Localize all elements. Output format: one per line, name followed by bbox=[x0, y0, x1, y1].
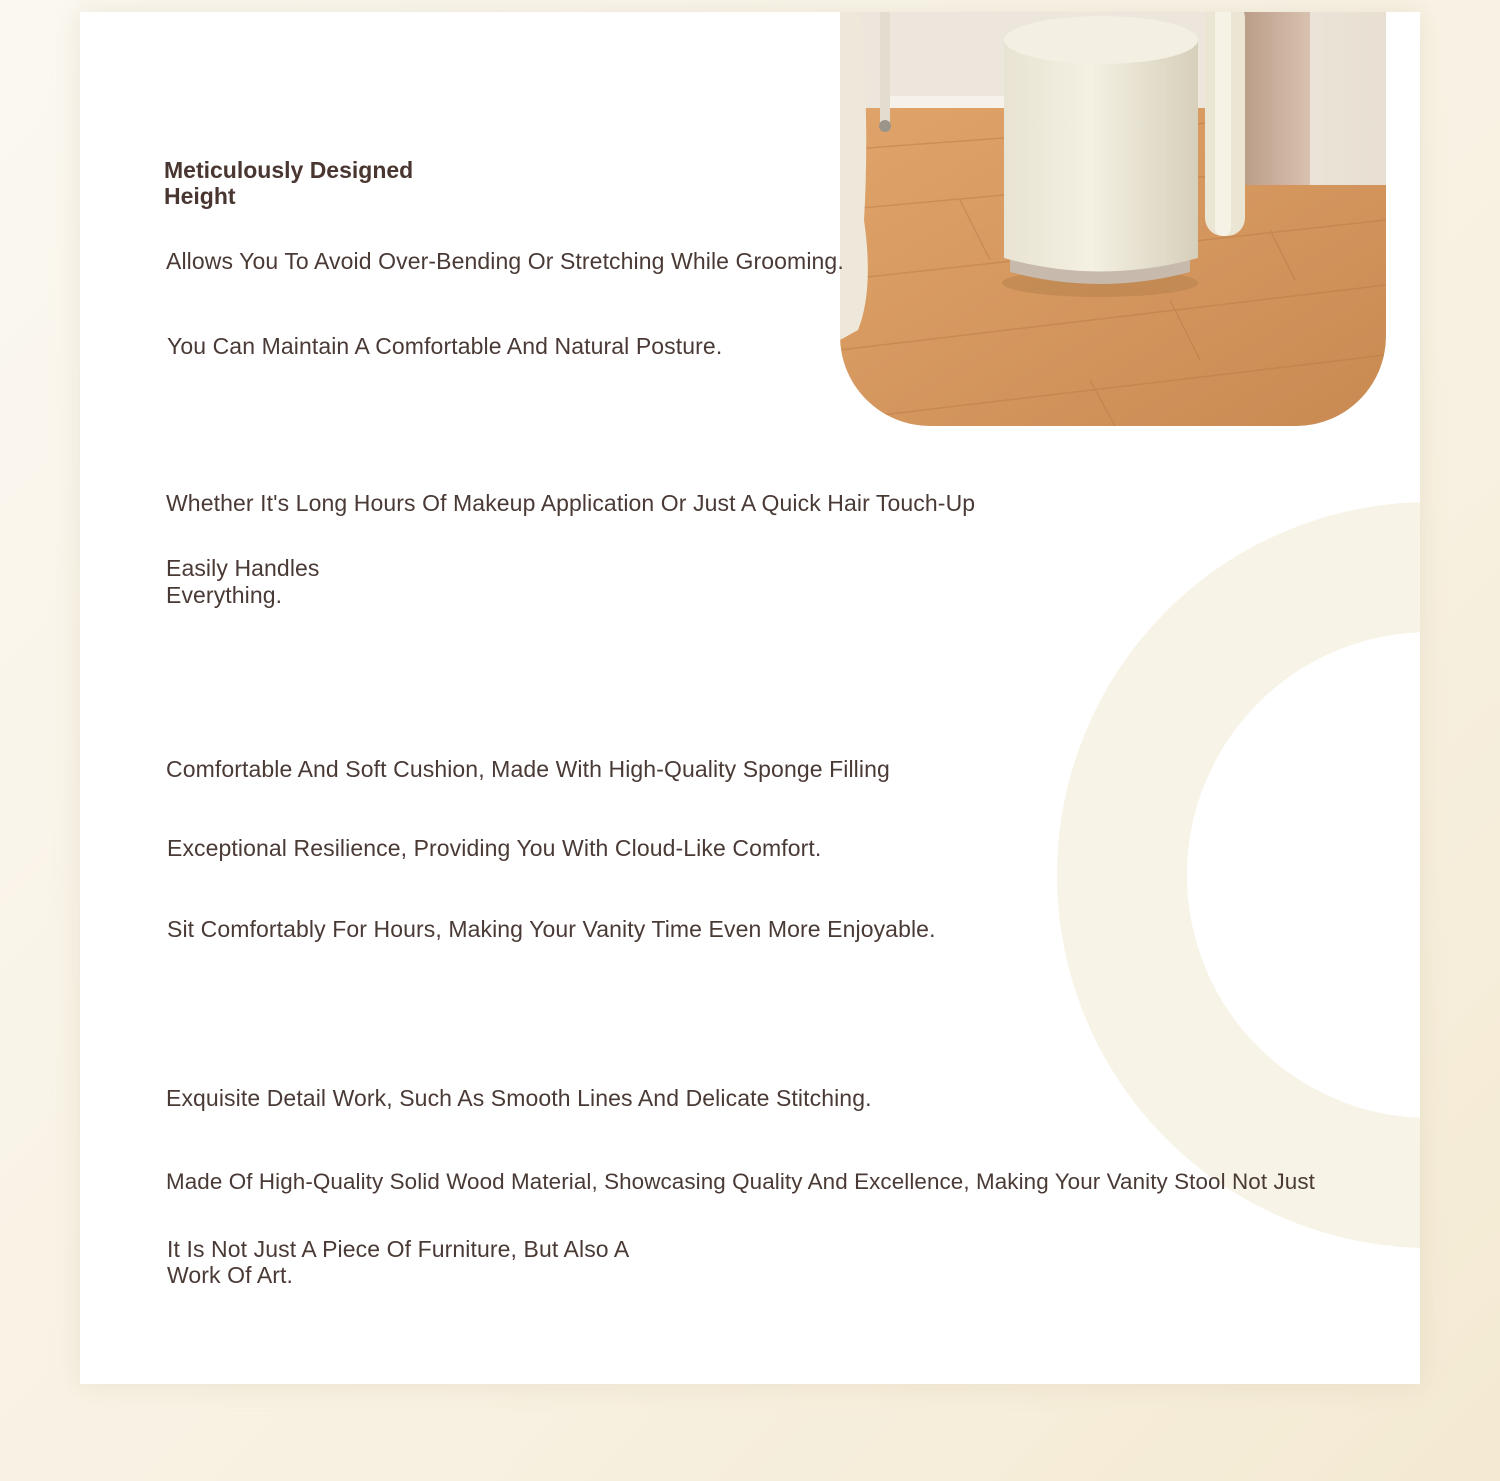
benefit-line-2: You Can Maintain A Comfortable And Natural Posture. bbox=[167, 333, 723, 359]
benefit-line-10: It Is Not Just A Piece Of Furniture, But Also A Work Of Art. bbox=[167, 1236, 630, 1288]
benefit-line-3: Whether It's Long Hours Of Makeup Application Or Just A Quick Hair Touch-Up bbox=[166, 490, 976, 516]
benefit-line-6: Exceptional Resilience, Providing You With Cloud-Like Comfort. bbox=[167, 835, 822, 861]
benefit-line-8: Exquisite Detail Work, Such As Smooth Lines And Delicate Stitching. bbox=[166, 1085, 872, 1111]
section-heading: Meticulously Designed Height bbox=[164, 157, 414, 209]
benefit-line-9: Made Of High-Quality Solid Wood Material, Showcasing Quality And Excellence, Making Your Vanity Stool Not Just bbox=[166, 1169, 1315, 1194]
benefit-line-4: Easily Handles Everything. bbox=[166, 555, 320, 608]
benefit-line-7: Sit Comfortably For Hours, Making Your Vanity Time Even More Enjoyable. bbox=[167, 916, 936, 942]
decorative-ring bbox=[1057, 502, 1420, 1248]
benefit-line-1: Allows You To Avoid Over-Bending Or Stretching While Grooming. bbox=[166, 248, 844, 274]
content-card bbox=[80, 12, 1420, 1384]
vanity-stool-photo bbox=[840, 12, 1386, 426]
stool-illustration bbox=[840, 12, 1386, 426]
benefit-line-5: Comfortable And Soft Cushion, Made With High-Quality Sponge Filling bbox=[166, 756, 890, 782]
